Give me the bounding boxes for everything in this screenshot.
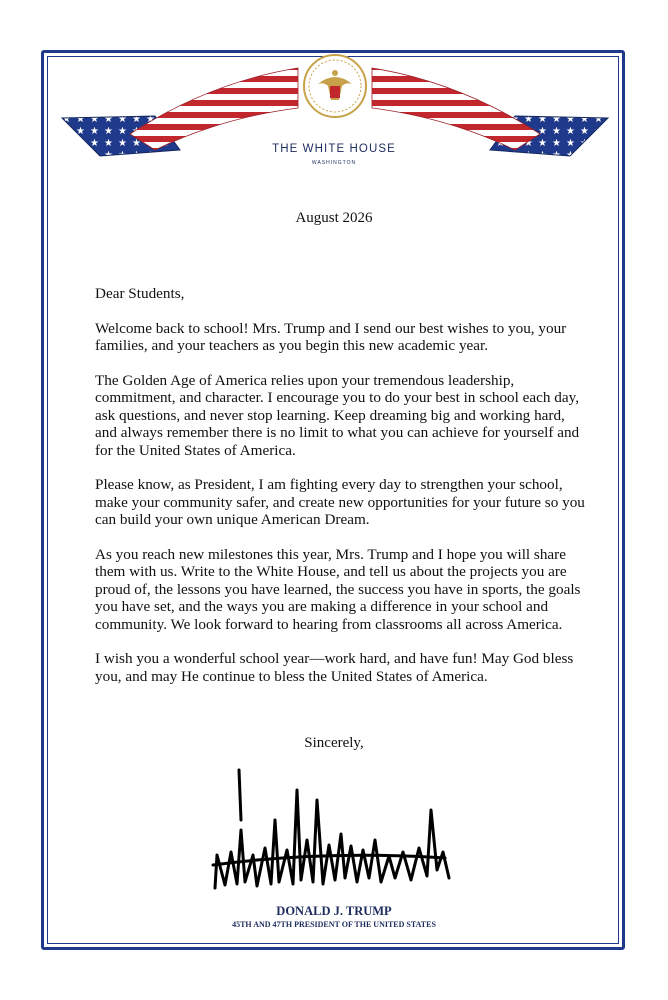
paragraph-5: I wish you a wonderful school year—work hard, and have fun! May God bless you, and may He continue to bless the United States of America. (95, 650, 574, 685)
letter-body (95, 285, 590, 703)
paragraph-4: As you reach new milestones this year, Mrs. Trump and I hope you will share them with us. Write to the White House, and tell us about the projects you are proud of, the lessons you have learned, the success you have in sports, the goals you have set, and the ways you are making a difference in your school and community. We look forward to hearing from classrooms all across America. (95, 546, 581, 633)
paragraph-3: Please know, as President, I am fighting every day to strengthen your school, make your community safer, and create new opportunities for your future so you can build your own unique American Dream. (95, 476, 585, 529)
salutation: Dear Students, (95, 285, 185, 302)
closing: Sincerely, (304, 735, 364, 751)
letterhead-location: WASHINGTON (311, 160, 357, 166)
paragraph-2: The Golden Age of America relies upon your tremendous leadership, commitment, and character. I encourage you to do your best in school each day, ask questions, and never stop learning. Keep dreaming big and working hard, and always remember there is no limit to what you can achieve for yourself and for the United States of America. (95, 372, 580, 459)
letter-date: August 2026 (295, 210, 373, 226)
paragraph-1: Welcome back to school! Mrs. Trump and I send our best wishes to you, your families, and your teachers as you begin this new academic year. (95, 319, 567, 355)
letterhead-office: THE WHITE HOUSE (272, 143, 396, 155)
signer-name: DONALD J. TRUMP (276, 904, 392, 918)
signer-title: 45TH AND 47TH PRESIDENT OF THE UNITED STATES (232, 920, 436, 929)
signature-image (205, 760, 455, 905)
presidential-seal-icon (304, 55, 366, 117)
